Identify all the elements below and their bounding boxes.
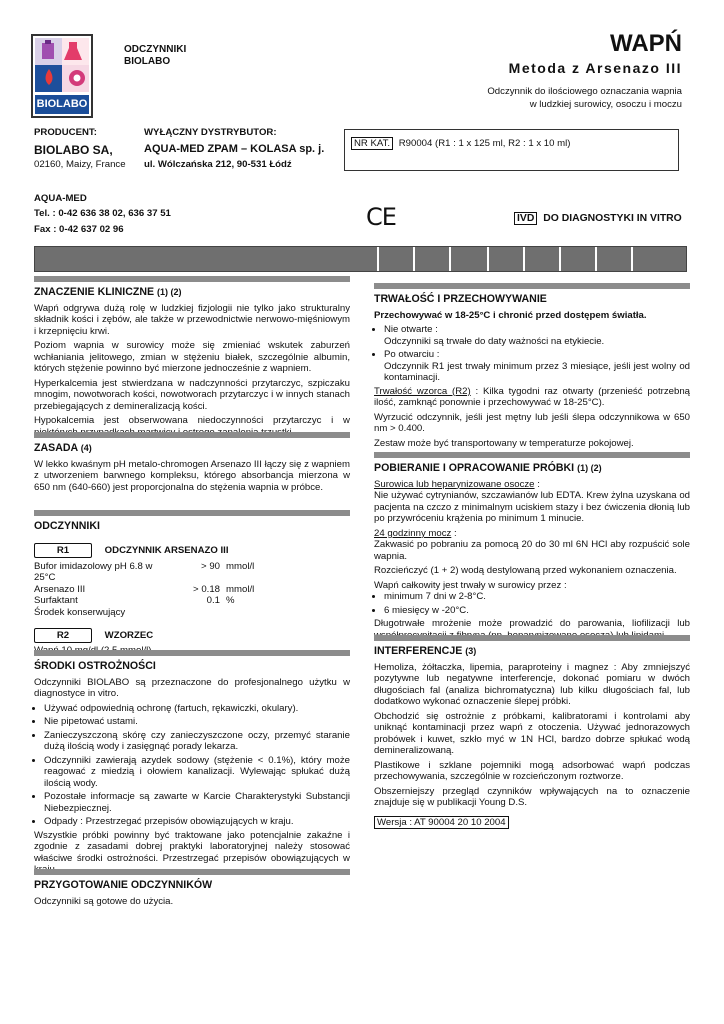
brand-line2: BIOLABO [124, 56, 171, 67]
ivd-text: DO DIAGNOSTYKI IN VITRO [543, 213, 682, 224]
contact-fax: Fax : 0-42 637 02 96 [34, 224, 124, 235]
section-rule [374, 635, 690, 641]
urine-label: 24 godzinny mocz : [374, 527, 457, 539]
distributor-name: AQUA-MED ZPAM – KOLASA sp. j. [144, 143, 325, 155]
clinical-paragraph: Poziom wapnia w surowicy może się zmieniać wskutek zaburzeń wchłaniania jelitowego, zmian w stężeniu białek, szczególnie albumin, których stężenie powinno być mierzone jednocześnie z wapniem. [34, 340, 350, 375]
list-item: • 6 miesięcy w -20°C. [384, 605, 690, 617]
r2-header [34, 628, 350, 643]
r2-tag: R2 [34, 628, 92, 643]
bar-segment [561, 247, 597, 271]
contact-tel: Tel. : 0-42 636 38 02, 636 37 51 [34, 208, 171, 219]
decorative-bar [34, 246, 687, 272]
page-title: WAPŃ [610, 30, 682, 57]
list-item: • Nie pipetować ustami. [44, 716, 350, 728]
section-clinical [34, 276, 350, 441]
section-title: ZNACZENIE KLINICZNE (1) (2) [34, 286, 182, 298]
catalog-label: NR KAT. [351, 137, 393, 150]
section-storage [374, 283, 690, 452]
logo-text: BIOLABO [35, 95, 89, 114]
principle-text: W lekko kwaśnym pH metalo-chromogen Arsenazo III łączy się z wapniem z utworzeniem barwnego kompleksu, którego absorbancja mierzona w 650 nm (640-660) jest proporcjonalna do stężenia wapnia w próbce. [34, 458, 350, 493]
discard-text: Wyrzucić odczynnik, jeśli jest mętny lub jeśli ślepa odczynnikowa w 650 nm > 0.400. [374, 411, 690, 435]
section-title: ZASADA (4) [34, 442, 92, 454]
section-title: POBIERANIE I OPRACOWANIE PRÓBKI (1) (2) [374, 462, 602, 474]
safety-outro: Wszystkie próbki powinny być traktowane jako potencjalnie zakaźne i zgodnie z zasadami dobrej praktyki laboratoryjnej należy stosować właściwe środki ostrożności. Przestrzegać przepisów obowiązujących w [34, 829, 350, 864]
section-safety [34, 650, 350, 879]
storage-list [374, 324, 690, 384]
ivd-block [514, 213, 682, 225]
section-principle [34, 432, 350, 496]
clinical-paragraph: Hypokalcemia jest obserwowana niedoczynności przytarczyc i w [34, 415, 350, 427]
section-collection [374, 452, 690, 644]
list-item: • minimum 7 dni w 2-8°C. [384, 591, 690, 603]
list-item: • Odczynniki zawierają azydek sodowy (stężenie < 0.1%), który może reagować z miedzią i ołowiem kanalizacji. Wylewając spłukać dużą ilością wody. [44, 755, 350, 790]
contact-company: AQUA-MED [34, 193, 87, 204]
producer-address: 02160, Maizy, France [34, 159, 126, 170]
transport-text: Zestaw może być transportowany w temperaturze pokojowej. [374, 437, 634, 449]
urine-text: Zakwasić po pobraniu za pomocą 20 do 30 ml 6N HCl aby rozpuścić sole wapnia. [374, 539, 690, 562]
interference-paragraph: Obszerniejszy przegląd czynników wpływających na to oznaczenie znajduje się w publikacji Young D.S. [374, 785, 690, 809]
list-item: • Odpady : Przestrzegać przepisów obowiązujących w kraju. [44, 816, 350, 828]
section-title: ŚRODKI OSTROŻNOŚCI [34, 660, 156, 672]
composition-row: Bufor imidazolowy pH 6.8 w 25°C > 90 mmol/l [34, 560, 255, 584]
description-line2: w ludzkiej surowicy, osoczu i moczu [529, 98, 682, 110]
catalog-box [344, 129, 679, 171]
list-item: • Używać odpowiednią ochronę (fartuch, rękawiczki, okulary). [44, 703, 350, 715]
version-label: Wersja : AT 90004 20 10 2004 [374, 816, 509, 829]
bar-segment [597, 247, 633, 271]
brand-block [124, 44, 186, 68]
section-reagents [34, 510, 350, 657]
product-description [487, 86, 682, 111]
section-title: PRZYGOTOWANIE ODCZYNNIKÓW [34, 879, 213, 891]
section-rule [34, 276, 350, 282]
safety-intro: Odczynniki BIOLABO są przeznaczone do profesjonalnego użytku w diagnostyce in vitro. [34, 676, 350, 700]
composition-row: Surfaktant 0.1 % [34, 595, 235, 607]
bar-segment [451, 247, 489, 271]
bar-segment [379, 247, 415, 271]
section-title: TRWAŁOŚĆ I PRZECHOWYWANIE [374, 293, 547, 305]
r2-name: WZORZEC [104, 630, 154, 642]
bar-segment [525, 247, 561, 271]
section-rule [34, 510, 350, 516]
page-subtitle: Metoda z Arsenazo III [508, 60, 682, 76]
bar-segment [415, 247, 451, 271]
r1-tag: R1 [34, 543, 92, 558]
interference-paragraph: Hemoliza, żółtaczka, lipemia, paraproteiny i magnez : Aby zmniejszyć pozytywne lub negatywne interferencje, dokonać pomiaru w dwóch długościach fal (analiza bichromatyczna) lub kilku długościach fal, lub dodatkowo wykonać oznaczenie ślepej próbki. [374, 661, 690, 708]
section-title: INTERFERENCJE (3) [374, 645, 477, 657]
producer-name: BIOLABO SA, [34, 143, 113, 157]
brand-line1: ODCZYNNIKI [124, 44, 187, 55]
bar-segment [489, 247, 525, 271]
interference-paragraph: Obchodzić się ostrożnie z próbkami, kalibratorami i kontrolami aby uniknąć kontaminacji przez wapń z otoczenia. Używać jednorazowych probówek i kuwet, szkło myć w 1N HCl, bardzo dobrze spłukać wodą demineralizowaną. [374, 710, 690, 757]
section-rule [34, 650, 350, 656]
stability-intro: Wapń całkowity jest trwały w surowicy przez : [374, 579, 567, 591]
section-rule [34, 432, 350, 438]
safety-list [34, 703, 350, 828]
distributor-label: WYŁĄCZNY DYSTRYBUTOR: [144, 127, 277, 138]
section-preparation [34, 869, 350, 910]
interference-paragraph: Plastikowe i szklane pojemniki mogą adsorbować wapń podczas przechowywania, szczególnie w rozcieńczonym roztworze. [374, 759, 690, 783]
list-item: • Po otwarciu : Odczynnik R1 jest trwały minimum przez 3 miesiące, jeśli jest wolny od kontaminacji. [384, 349, 690, 384]
description-line1: Odczynnik do ilościowego oznaczania wapnia [487, 86, 682, 97]
distributor-address: ul. Wólczańska 212, 90-531 Łódź [144, 159, 292, 170]
ivd-label: IVD [514, 212, 537, 225]
list-item: • Nie otwarte : Odczynniki są trwałe do daty ważności na etykiecie. [384, 324, 690, 347]
producer-label: PRODUCENT: [34, 127, 97, 138]
prep-text: Odczynniki są gotowe do użycia. [34, 895, 174, 907]
biolabo-logo [31, 34, 93, 118]
list-item: • Zanieczyszczoną skórę czy zanieczyszczone oczy, przemyć staranie dużą ilością wody i zasięgnąć porady lekarza. [44, 730, 350, 753]
composition-row: Środek konserwujący [34, 606, 126, 618]
serum-text: Nie używać cytrynianów, szczawianów lub EDTA. Krew żylna uzyskana od pacjenta na czczo z minimalnym uciskiem stazy i bez ćwiczenia dłonią lub po przywróceniu krążenia po minimum 1 minucie. [374, 490, 690, 525]
freeze-text: Długotrwałe mrożenie może prowadzić do parowania, liofilizacji lub [374, 618, 690, 630]
storage-bold-line: Przechowywać w 18-25°C i chronić przed dostępem światła. [374, 309, 647, 321]
clinical-paragraph: Wapń odgrywa dużą rolę w ludzkiej fizjologii nie tylko jako strukturalny składnik kości i zębów, ale także w przewodnictwie nerwowo-mięśniowym i krzepnięciu krwi. [34, 302, 350, 337]
r1-header [34, 543, 350, 558]
bar-segment [633, 247, 686, 271]
r1-name: ODCZYNNIK ARSENAZO III [104, 544, 229, 556]
r1-composition [34, 561, 350, 619]
composition-row: Arsenazo III > 0.18 mmol/l [34, 583, 255, 595]
bar-segment [35, 247, 379, 271]
list-item: • Pozostałe informacje są zawarte w Karcie Charakterystyki Substancji Niebezpiecznej. [44, 791, 350, 814]
section-title: ODCZYNNIKI [34, 520, 100, 532]
serum-label: Surowica lub heparynizowane osocze : [374, 478, 540, 490]
section-interference [374, 635, 690, 828]
stability-list [374, 591, 690, 616]
section-rule [374, 452, 690, 458]
standard-stability: Trwałość wzorca (R2) : Kilka tygodni raz otwarty (przenieść potrzebną ilość, zamknąć ponownie i przechowywać w 18-25°C). [374, 385, 690, 409]
urine-text: Rozcieńczyć (1 + 2) wodą destylowaną przed wykonaniem oznaczenia. [374, 565, 677, 577]
section-rule [34, 869, 350, 875]
logo-symbols-icon [35, 38, 91, 94]
section-rule [374, 283, 690, 289]
clinical-paragraph: Hyperkalcemia jest stwierdzana w nadczynności przytarczyc, szpiczaku mnogim, nowotworach kości, nowotworach przytarczyc i w innych stanach przebiegających z demineralizacją kości. [34, 377, 350, 412]
catalog-value: R90004 (R1 : 1 x 125 ml, R2 : 1 x 10 ml) [398, 138, 571, 149]
ce-mark: CE [366, 203, 396, 231]
